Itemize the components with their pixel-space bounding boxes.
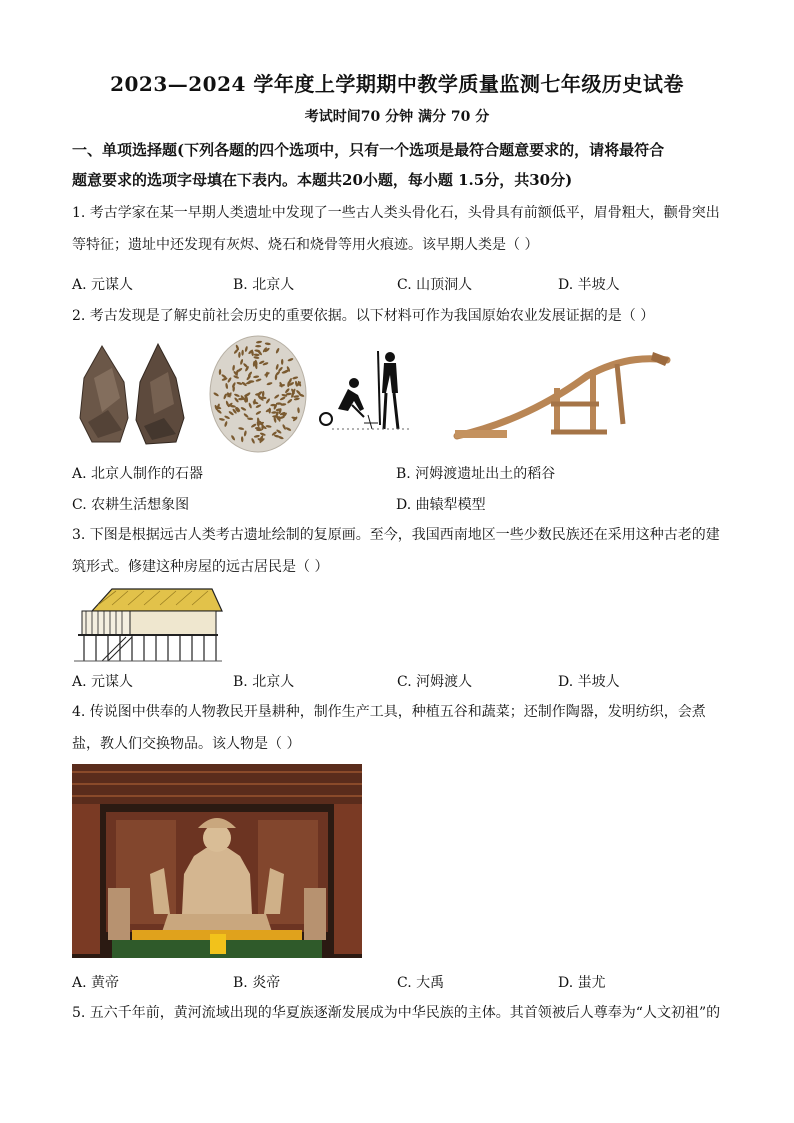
question-2-option-a[interactable]: A. 北京人制作的石器 <box>72 466 204 482</box>
exam-subtitle: 考试时间70 分钟 满分 70 分 <box>304 109 490 125</box>
plough-model-image <box>447 350 673 444</box>
question-3-options <box>72 671 722 691</box>
shrine-statue-image <box>72 764 362 958</box>
rice-grains-image <box>208 333 308 455</box>
question-1-stem-line1: 1. 考古学家在某一早期人类遗址中发现了一些古人类头骨化石，头骨具有前额低平，眉骨粗大，颧骨突出 <box>72 205 720 221</box>
question-2 <box>72 306 722 326</box>
question-1-option-c[interactable]: C. 山顶洞人 <box>397 277 473 293</box>
section-heading-line1: 一、单项选择题(下列各题的四个选项中，只有一个选项是最符合题意要求的，请将最符合 <box>72 141 665 159</box>
question-4-stem-line2: 盐，教人们交换物品。该人物是（ ） <box>72 736 301 752</box>
question-5 <box>72 1003 722 1023</box>
question-2-option-d[interactable]: D. 曲辕犁模型 <box>396 497 486 513</box>
question-3-option-d[interactable]: D. 半坡人 <box>558 674 620 690</box>
question-1-option-a[interactable]: A. 元谋人 <box>72 277 134 293</box>
question-4 <box>72 702 722 754</box>
question-2-option-c[interactable]: C. 农耕生活想象图 <box>72 497 190 513</box>
question-4-options <box>72 972 722 992</box>
question-4-stem-line1: 4. 传说图中供奉的人物教民开垦耕种，制作生产工具，种植五谷和蔬菜；还制作陶器，发明纺织，会煮 <box>72 704 706 720</box>
exam-title: 2023—2024 学年度上学期期中教学质量监测七年级历史试卷 <box>110 72 684 96</box>
question-4-option-c[interactable]: C. 大禹 <box>397 975 445 991</box>
question-3 <box>72 525 722 577</box>
stone-tools-image <box>72 338 190 450</box>
question-2-options-row2 <box>72 494 722 514</box>
question-1-options <box>72 274 722 294</box>
question-1 <box>72 203 722 255</box>
farming-scene-image <box>312 345 422 437</box>
question-1-option-b[interactable]: B. 北京人 <box>233 277 295 293</box>
question-4-option-b[interactable]: B. 炎帝 <box>233 975 281 991</box>
question-2-options-row1 <box>72 463 722 483</box>
question-3-option-b[interactable]: B. 北京人 <box>233 674 295 690</box>
rice-grain <box>255 345 261 347</box>
question-1-option-d[interactable]: D. 半坡人 <box>558 277 620 293</box>
section-heading-line2: 题意要求的选项字母填在下表内。本题共20小题，每小题 1.5分，共30分) <box>72 171 573 189</box>
question-5-stem-line1: 5. 五六千年前，黄河流域出现的华夏族逐渐发展成为中华民族的主体。其首领被后人尊奉为“人文初祖”的 <box>72 1005 721 1021</box>
question-3-stem-line1: 3. 下图是根据远古人类考古遗址绘制的复原画。至今，我国西南地区一些少数民族还在采用这种古老的建 <box>72 527 720 543</box>
question-4-option-d[interactable]: D. 蚩尤 <box>558 975 606 991</box>
question-1-stem-line2: 等特征；遗址中还发现有灰烬、烧石和烧骨等用火痕迹。该早期人类是（ ） <box>72 237 539 253</box>
question-3-option-c[interactable]: C. 河姆渡人 <box>397 674 473 690</box>
stilt-house-image <box>72 585 224 665</box>
question-3-option-a[interactable]: A. 元谋人 <box>72 674 134 690</box>
question-2-stem-line1: 2. 考古发现是了解史前社会历史的重要依据。以下材料可作为我国原始农业发展证据的是（ ） <box>72 308 655 324</box>
question-2-option-b[interactable]: B. 河姆渡遗址出土的稻谷 <box>396 466 556 482</box>
question-3-stem-line2: 筑形式。修建这种房屋的远古居民是（ ） <box>72 559 329 575</box>
section-heading <box>72 135 722 195</box>
question-4-option-a[interactable]: A. 黄帝 <box>72 975 120 991</box>
